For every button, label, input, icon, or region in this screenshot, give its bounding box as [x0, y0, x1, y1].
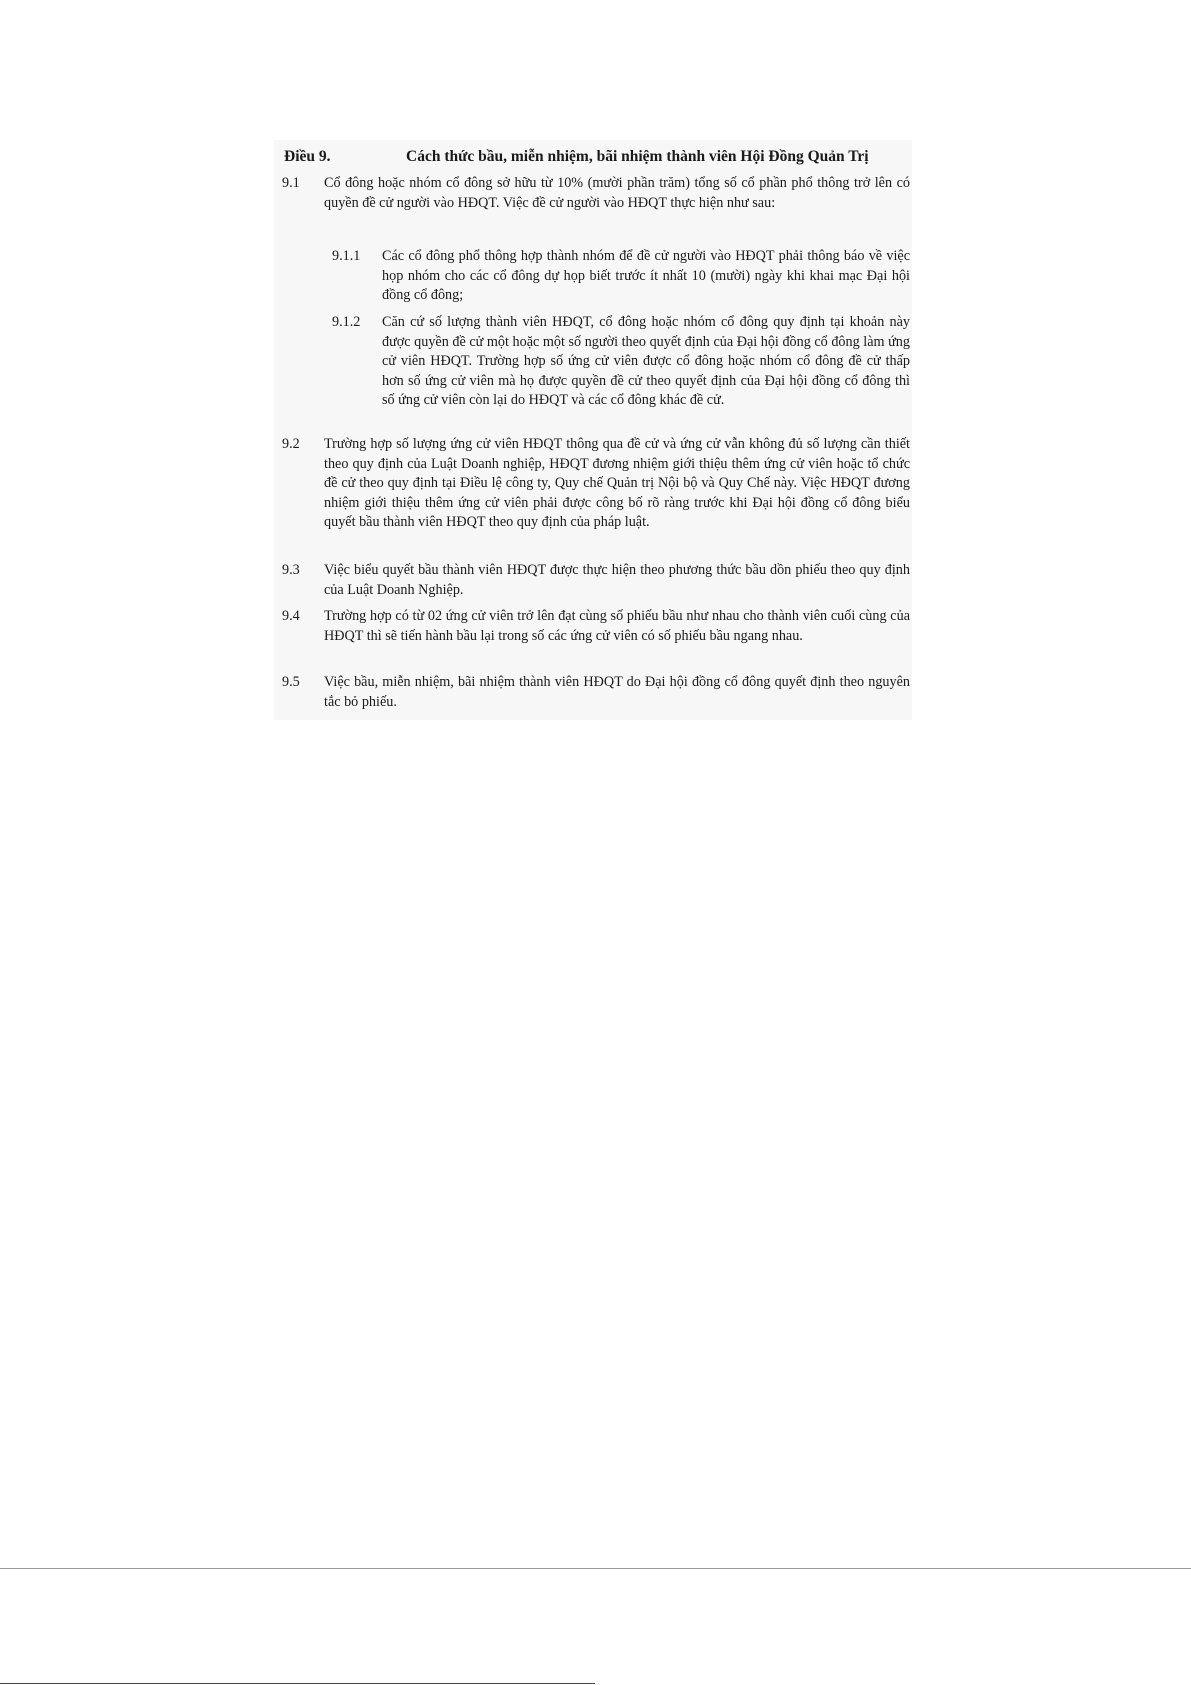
page-separator-line — [0, 1568, 1191, 1569]
paragraph-9-1-2 — [332, 313, 910, 411]
paragraph-number: 9.3 — [282, 562, 300, 578]
paragraph-9-3 — [282, 561, 910, 600]
paragraph-9-1 — [282, 174, 910, 213]
article-number: Điều 9. — [284, 148, 331, 165]
paragraph-number: 9.2 — [282, 436, 300, 452]
article-title: Cách thức bầu, miễn nhiệm, bãi nhiệm thành viên Hội Đồng Quản Trị — [406, 148, 869, 165]
paragraph-9-5 — [282, 673, 910, 712]
paragraph-text: Trường hợp số lượng ứng cử viên HĐQT thông qua đề cử và ứng cử vẫn không đủ số lượng cần thiết theo quy định của Luật Doanh nghiệp, HĐQT đương nhiệm giới thiệu thêm ứng cử viên hoặc tổ chức đề cử theo quy định tại Điều lệ công ty, Quy chế Quản trị Nội bộ và Quy Chế này. Việc HĐQT đương nhiệm giới thiệu thêm ứng cử viên phải được công bố rõ ràng trước khi Đại hội đồng cổ đông biểu quyết bầu thành viên HĐQT theo quy định của pháp luật. — [324, 436, 910, 531]
paragraph-number: 9.5 — [282, 674, 300, 690]
paragraph-text: Việc biểu quyết bầu thành viên HĐQT được thực hiện theo phương thức bầu dồn phiếu theo quy định của Luật Doanh Nghiệp. — [324, 562, 910, 598]
paragraph-9-2 — [282, 435, 910, 533]
footnote-separator-line — [0, 1683, 595, 1684]
paragraph-9-1-1 — [332, 247, 910, 306]
article-heading — [284, 148, 912, 166]
paragraph-number: 9.1.2 — [332, 314, 361, 330]
paragraph-number: 9.1.1 — [332, 248, 361, 264]
paragraph-text: Căn cứ số lượng thành viên HĐQT, cổ đông hoặc nhóm cổ đông quy định tại khoản này được quyền đề cử một hoặc một số người theo quyết định của Đại hội đồng cổ đông làm ứng cử viên HĐQT. Trường hợp số ứng cử viên được cổ đông hoặc nhóm cổ đông đề cử thấp hơn số ứng cử viên mà họ được quyền đề cử theo quyết định của Đại hội đồng cổ đông thì số ứng cử viên còn lại do HĐQT và các cổ đông khác đề cử. — [382, 314, 910, 409]
paragraph-number: 9.1 — [282, 175, 300, 191]
paragraph-number: 9.4 — [282, 608, 300, 624]
paragraph-text: Trường hợp có từ 02 ứng cử viên trở lên đạt cùng số phiếu bầu như nhau cho thành viên cuối cùng của HĐQT thì sẽ tiến hành bầu lại trong số các ứng cử viên có số phiếu bầu ngang nhau. — [324, 608, 910, 644]
paragraph-text: Cổ đông hoặc nhóm cổ đông sở hữu từ 10% (mười phần trăm) tổng số cổ phần phổ thông trở lên có quyền đề cử người vào HĐQT. Việc đề cử người vào HĐQT thực hiện như sau: — [324, 175, 910, 211]
paragraph-9-4 — [282, 607, 910, 646]
paragraph-text: Việc bầu, miễn nhiệm, bãi nhiệm thành viên HĐQT do Đại hội đồng cổ đông quyết định theo nguyên tắc bỏ phiếu. — [324, 674, 910, 710]
paragraph-text: Các cổ đông phổ thông hợp thành nhóm để đề cử người vào HĐQT phải thông báo về việc họp nhóm cho các cổ đông dự họp biết trước ít nhất 10 (mười) ngày khi khai mạc Đại hội đồng cổ đông; — [382, 248, 910, 304]
